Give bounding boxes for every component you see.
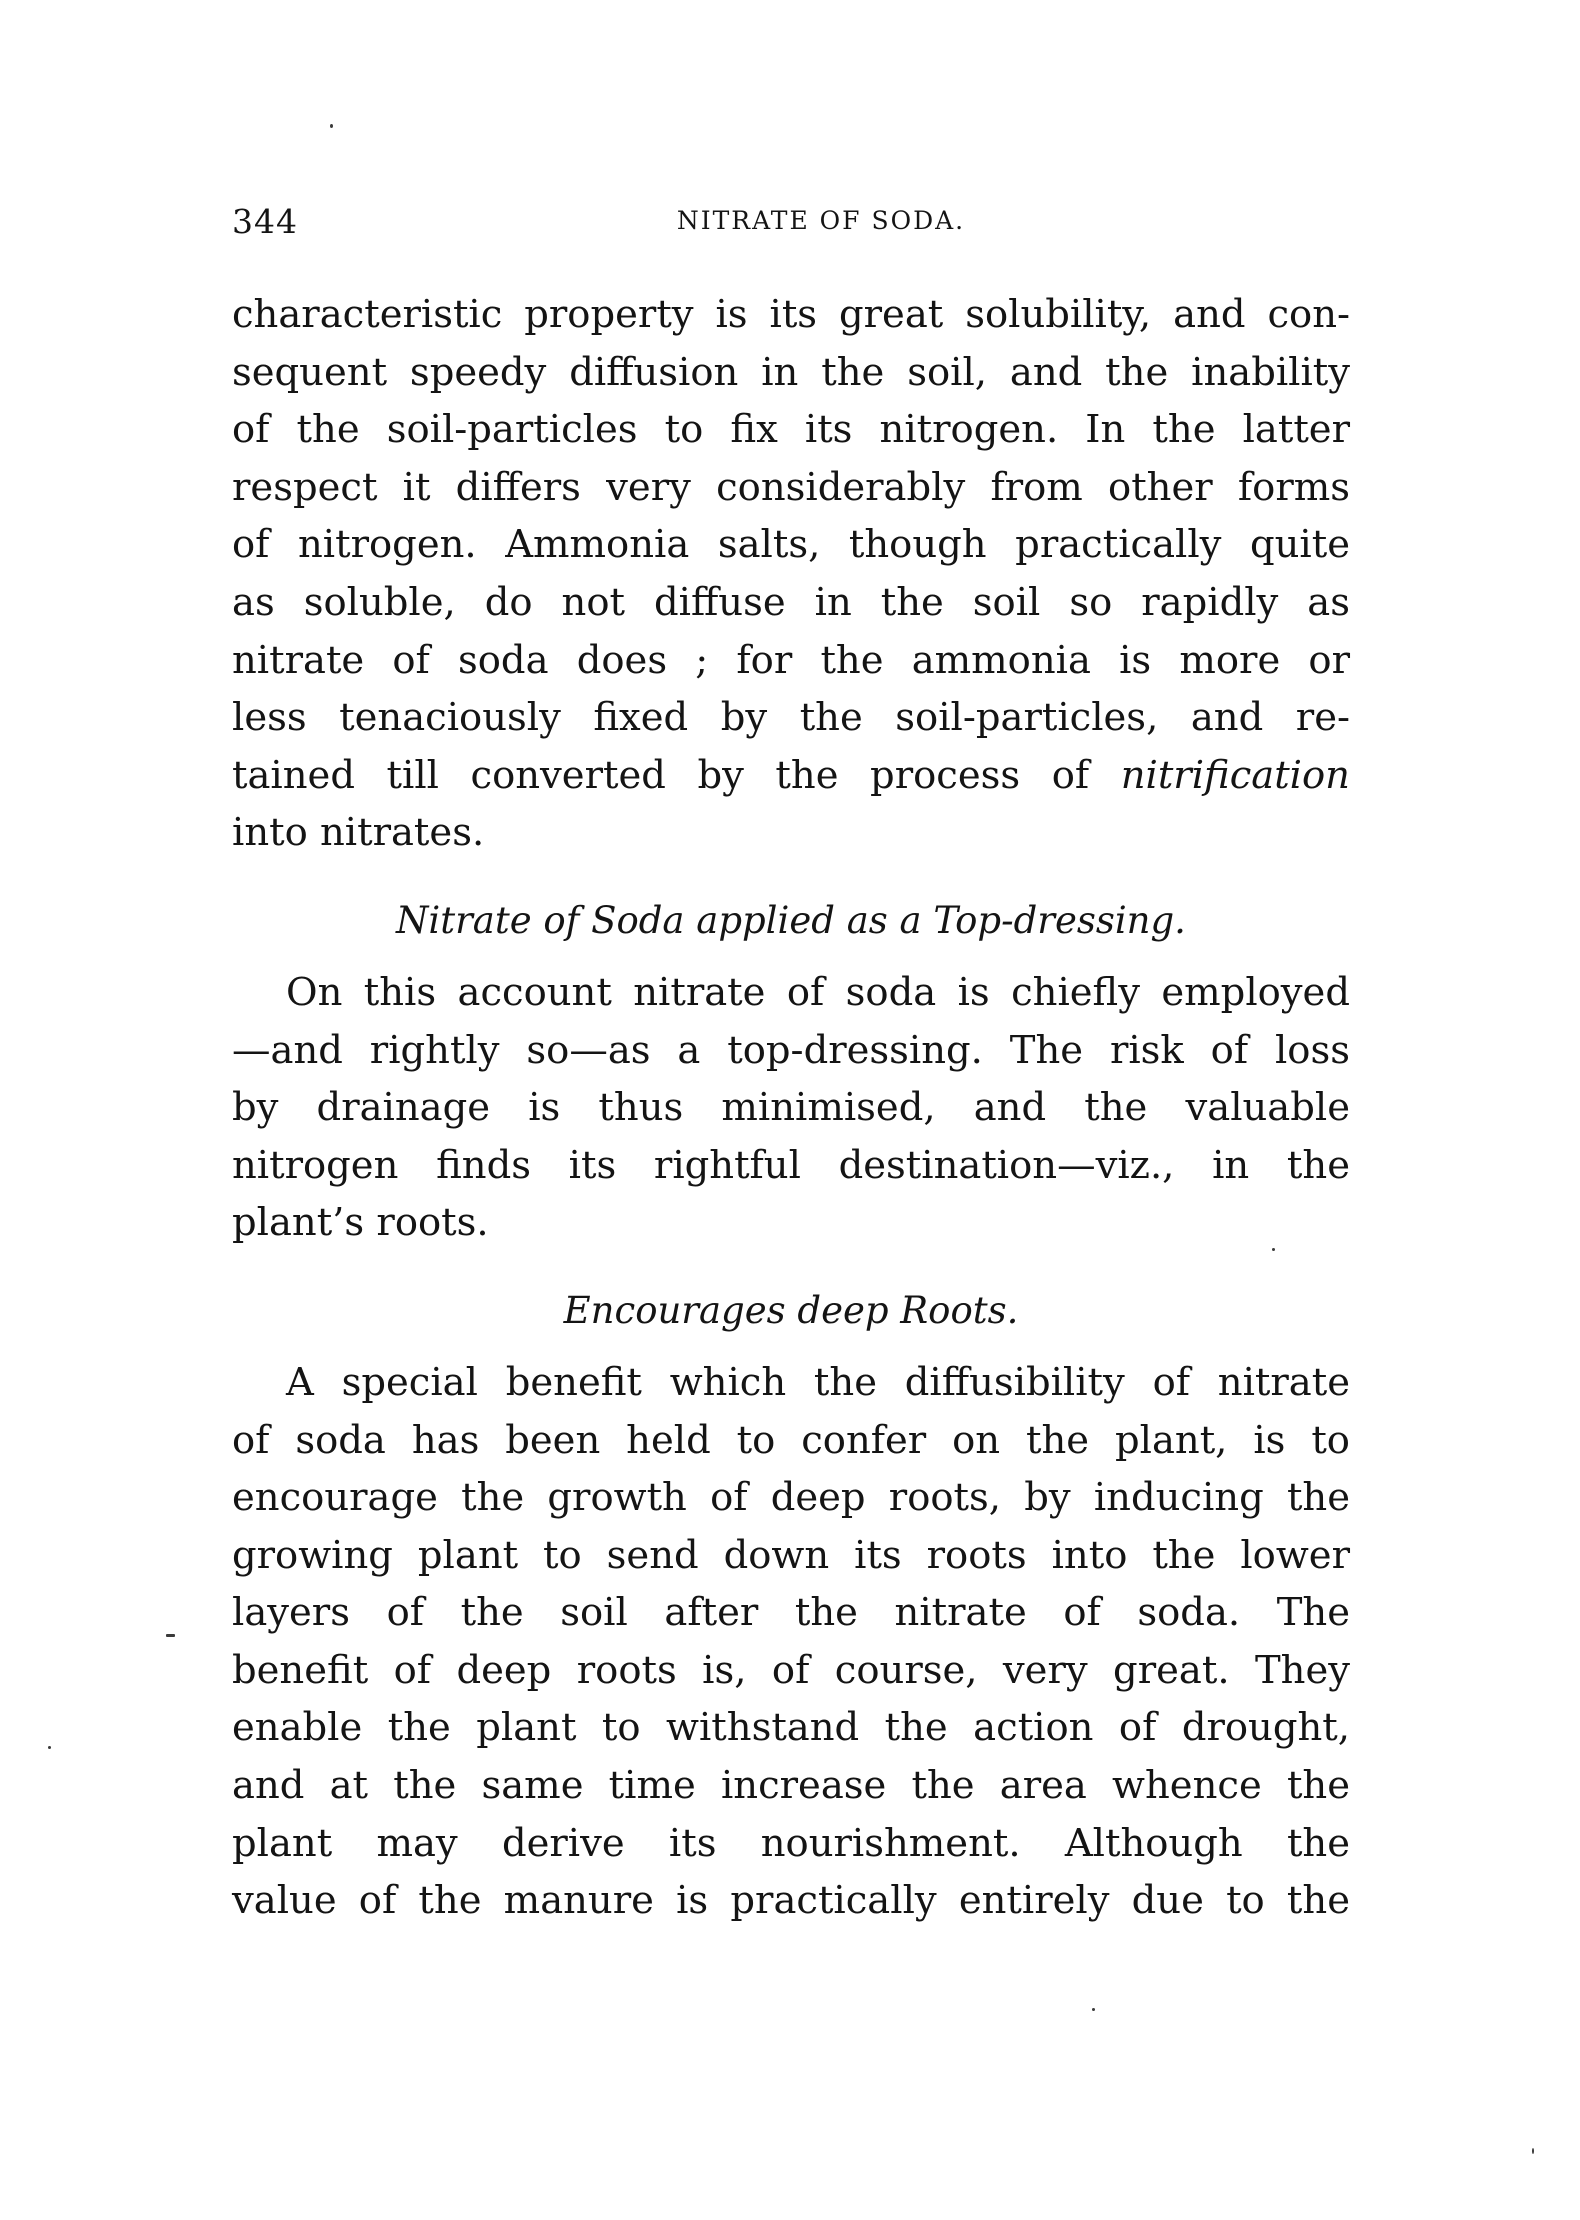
text-line: characteristic property is its great solubility, and con-: [232, 292, 1350, 337]
text-line: of nitrogen. Ammonia salts, though practically quite: [232, 522, 1350, 568]
scan-speck: [330, 124, 333, 128]
text-line: of the soil-particles to fix its nitrogen. In the latter: [232, 407, 1350, 453]
text-line: [232, 747, 1350, 805]
text-line: —and rightly so—as a top-dressing. The risk of loss: [232, 1027, 1350, 1073]
text-line: encourage the growth of deep roots, by inducing the: [232, 1475, 1350, 1521]
paragraph-top-dressing: [232, 964, 1350, 1252]
text-line: by drainage is thus minimised, and the valuable: [232, 1085, 1350, 1131]
text-line: growing plant to send down its roots into the lower: [232, 1532, 1350, 1578]
scan-speck: [1272, 1248, 1275, 1251]
text-line: A special benefit which the diffusibility of nitrate: [286, 1359, 1350, 1405]
scan-speck: [1092, 2008, 1095, 2011]
scan-speck: [1532, 2148, 1534, 2154]
text-line-part: tained till converted by the process of: [232, 752, 1090, 798]
text-line: layers of the soil after the nitrate of soda. The: [232, 1590, 1350, 1636]
italic-term: nitrification: [1120, 752, 1350, 798]
text-line: enable the plant to withstand the action of drought,: [232, 1705, 1350, 1751]
text-line: as soluble, do not diffuse in the soil so rapidly as: [232, 579, 1350, 625]
text-line: On this account nitrate of soda is chiefly employed: [286, 969, 1350, 1015]
text-line: nitrate of soda does ; for the ammonia is more or: [232, 637, 1350, 683]
running-head: NITRATE OF SODA.: [676, 206, 966, 235]
scan-speck: [166, 1634, 175, 1637]
text-line: plant may derive its nourishment. Although the: [232, 1820, 1350, 1866]
text-line: and at the same time increase the area whence the: [232, 1763, 1350, 1809]
paragraph-deep-roots: [232, 1354, 1350, 1930]
text-line: respect it differs very considerably from other forms: [232, 464, 1350, 510]
text-line: nitrogen finds its rightful destination—viz., in the: [232, 1142, 1350, 1188]
page-body: [232, 286, 1350, 1930]
paragraph-solubility: [232, 286, 1350, 862]
page-header: [232, 202, 1350, 258]
scan-speck: [48, 1746, 51, 1749]
text-line: less tenaciously fixed by the soil-particles, and re-: [232, 695, 1350, 741]
section-heading-top-dressing: Nitrate of Soda applied as a Top-dressing.: [396, 898, 1186, 942]
text-line: benefit of deep roots is, of course, very great. They: [232, 1647, 1350, 1693]
page-number: 344: [232, 202, 298, 241]
text-line: value of the manure is practically entirely due to the: [232, 1878, 1350, 1924]
text-line: sequent speedy diffusion in the soil, and the inability: [232, 349, 1350, 395]
text-line: into nitrates.: [232, 810, 485, 856]
section-heading-deep-roots: Encourages deep Roots.: [563, 1288, 1019, 1332]
text-line: of soda has been held to confer on the plant, is to: [232, 1417, 1350, 1463]
text-line: plant’s roots.: [232, 1200, 489, 1246]
